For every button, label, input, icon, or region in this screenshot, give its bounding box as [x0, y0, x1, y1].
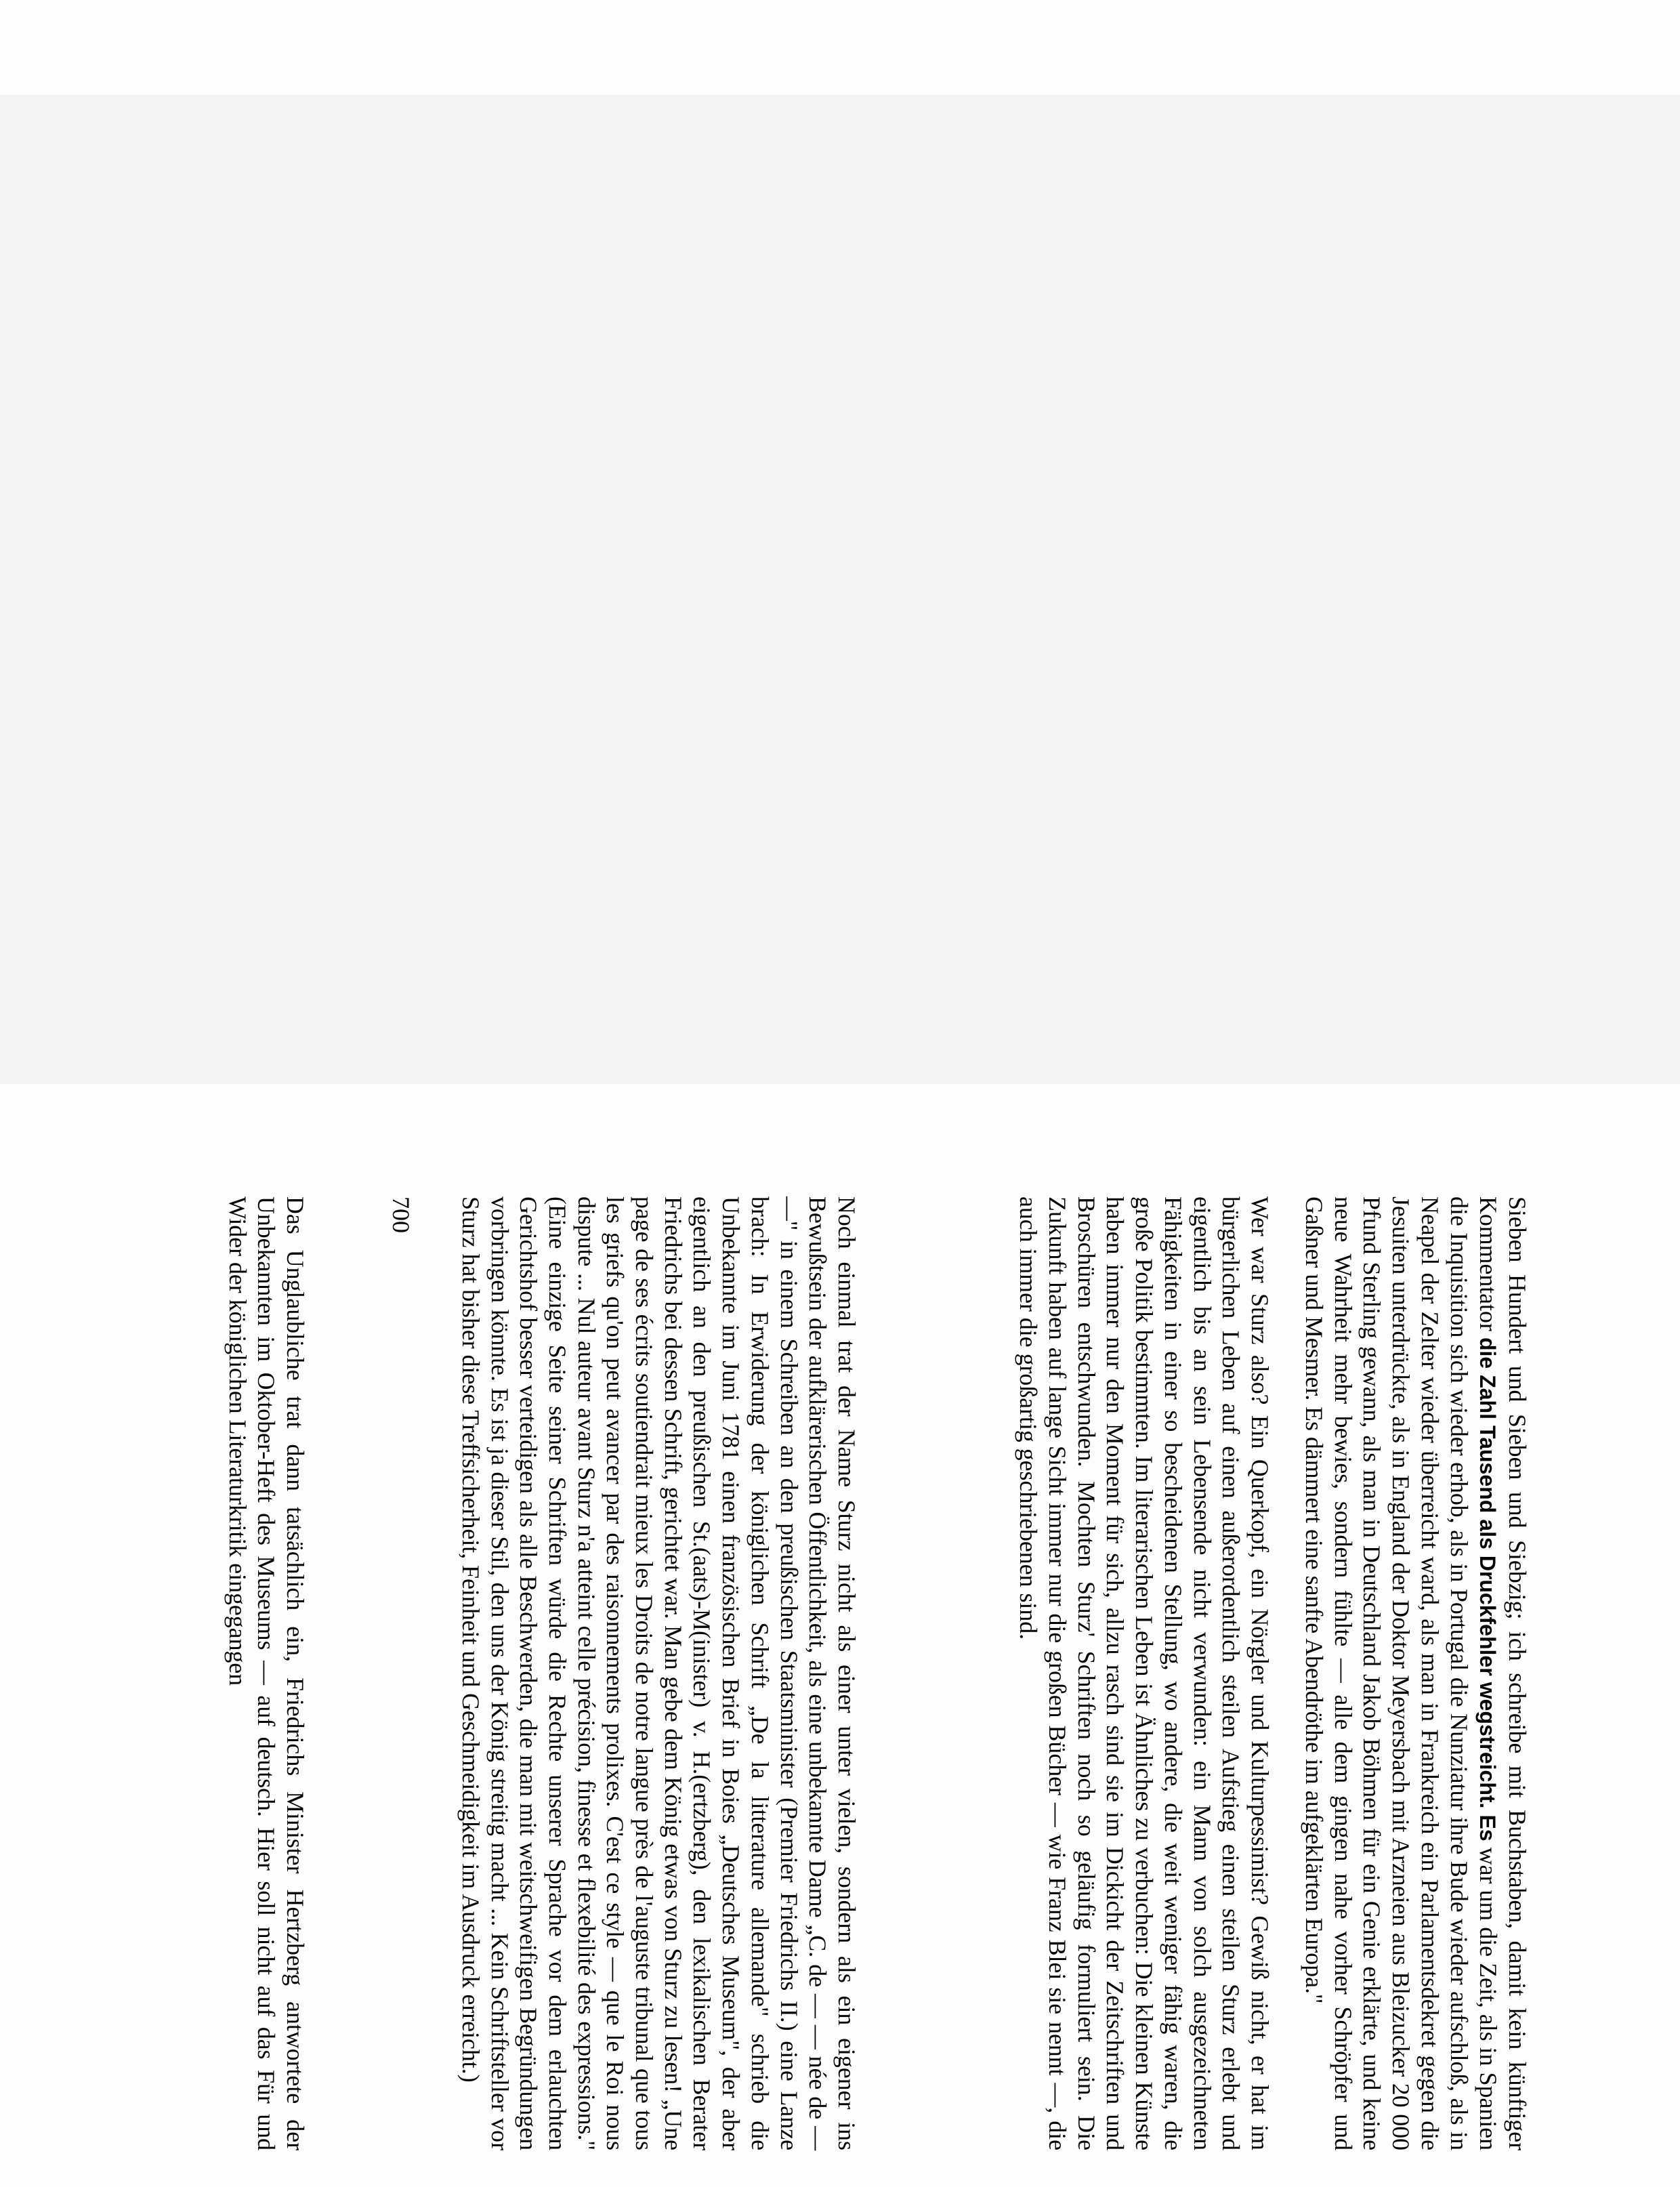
paragraph-1	[1299, 1196, 1532, 2150]
paragraph-1-text-end: war um die Zeit, als in Spanien die Inquisition sich wieder erhob, als in Portugal die Nunziatur ihre Bude wieder aufschloß, als in Neapel der Zelter wieder überreicht ward, als man in Frankreich ein Parlamentsdekret gegen die Jesuiten unterdrückte, als in England der Doktor Meyersbach mit Arzneien aus Bleizucker 20 000 Pfund Sterling gewann, als man in Deutschland Jakob Böhmen für ein Genie erklärte, und keine neue Wahrheit mehr bewies, sondern fühlte — alle dem gingen nahe vorher Schröpfer und Gaßner und Mesmer. Es dämmert eine sanfte Abendröthe im aufgeklärten Europa."	[1301, 1196, 1503, 2151]
page-number: 700	[387, 1196, 415, 1233]
rotated-text-page	[0, 1157, 1680, 2187]
paragraph-4: Das Unglaubliche trat dann tatsächlich ein, Friedrichs Minister Hertzberg antwortete der Unbekannten im Oktober-Heft des Museums — auf deutsch. Hier soll nicht auf das Für und Wider der königlichen Literaturkritik eingegangen	[224, 1196, 309, 2150]
scan-background	[0, 95, 1680, 1084]
paragraph-2: Wer war Sturz also? Ein Querkopf, ein Nörgler und Kulturpessimist? Gewiß nicht, er hat im bürgerlichen Leben auf einen außerordentlich steilen Aufstieg einen steilen Sturz erlebt und eigentlich bis an sein Lebensende nicht verwunden: ein Mann von solch ausgezeichneten Fähigkeiten in einer so bescheidenen Stellung, wo andere, die weit weniger fähig waren, die große Politik bestimmten. Im literarischen Leben ist Ähnliches zu verbuchen: Die kleinen Künste haben immer nur den Moment für sich, allzu rasch sind sie im Dickicht der Zeitschriften und Broschüren entschwunden. Mochten Sturz' Schriften noch so geläufig formuliert sein. Die Zukunft haben auf lange Sicht immer nur die großen Bücher — wie Franz Blei sie nennt —, die auch immer die großartig geschriebenen sind.	[1015, 1196, 1274, 2150]
paragraph-1-text-start: Sieben Hundert und Sieben und Siebzig; ich schreibe mit Buchstaben, damit kein künftiger Kommentator	[1475, 1196, 1531, 2150]
paragraph-3: Noch einmal trat der Name Sturz nicht als einer unter vielen, sondern als ein eigener ins Bewußtsein der aufklärerischen Öffentlichkeit, als eine unbekannte Dame „C. de — — née de — —" in einem Schreiben an den preußischen Staatsminister (Premier Friedrichs II.) eine Lanze brach: In Erwiderung der königlichen Schrift „De la litterature allemande" schrieb die Unbekannte im Juni 1781 einen französischen Brief in Boies „Deutsches Museum", der aber eigentlich an den preußischen St.(aats)-M(inister) v. H.(ertzberg), den lexikalischen Berater Friedrichs bei dessen Schrift, gerichtet war. Man gebe dem König etwas von Sturz zu lesen! „Une page de ses écrits soutiendrait mieux les Droits de notre langue près de l'auguste tribunal que tous les griefs qu'on peut avancer par des raisonnements prolixes. C'est ce style — que le Roi nous dispute ... Nul auteur avant Sturz n'a atteint celle précision, finesse et flexebilité des expressions." (Eine einzige Seite seiner Schriften würde die Rechte unserer Sprache vor dem erlauchten Gerichtshof besser verteidigen als alle Beschwerden, die man mit weitschweifigen Begründungen vorbringen könnte. Es ist ja dieser Stil, den uns der König streitig macht ... Kein Schriftsteller vor Sturz hat bisher diese Treffsicherheit, Feinheit und Geschmeidigkeit im Ausdruck erreicht.)	[457, 1196, 860, 2150]
paragraph-1-bold-phrase: die Zahl Tausend als Druckfehler wegstreicht. Es	[1475, 1337, 1500, 1841]
